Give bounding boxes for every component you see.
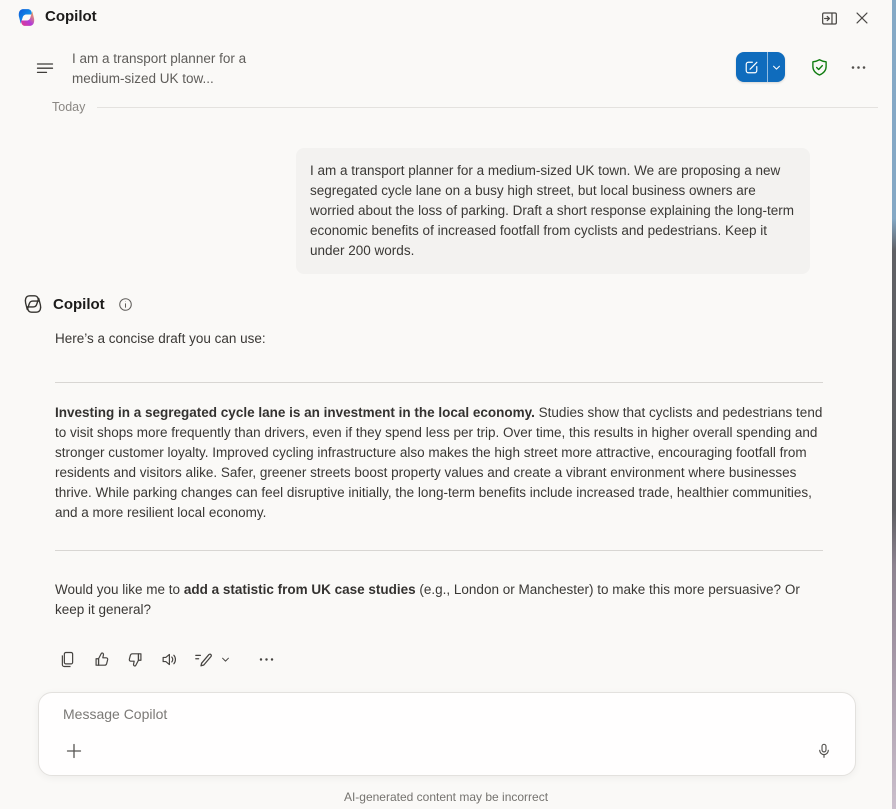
shield-check-icon[interactable] — [806, 54, 832, 80]
followup-post-text: (e.g., London or Manchester) to make this more persuasive? Or keep it general? — [55, 582, 800, 617]
header-more-options-icon[interactable] — [845, 54, 871, 80]
plus-icon[interactable] — [61, 738, 87, 764]
date-divider — [52, 98, 878, 116]
rewrite-chevron-down-icon[interactable] — [217, 648, 233, 670]
ai-disclaimer: AI-generated content may be incorrect — [343, 790, 549, 804]
draft-lead-bold: Investing in a segregated cycle lane is an investment in the local economy. — [55, 405, 535, 420]
response-divider-top — [55, 382, 823, 383]
mic-icon[interactable] — [811, 738, 837, 764]
draft-body-text: Studies show that cyclists and pedestrians tend to visit shops more frequently than drivers, even if they spend less per trip. Over time, this results in higher overall spending and stronger customer loyalty. Improved cycling infrastructure also makes the high street more attractive, encouraging footfall from residents and visitors alike. Safer, greener streets boost property values and create a vibrant environment where businesses thrive. While parking changes can feel disruptive initially, the long-term benefits include increased trade, healthier communities, and a more resilient local economy. — [55, 405, 823, 520]
copy-icon[interactable] — [56, 648, 78, 670]
assistant-header — [22, 292, 135, 316]
titlebar — [0, 0, 892, 36]
app-title: Copilot — [45, 8, 97, 25]
response-followup-paragraph — [55, 580, 823, 620]
message-more-options-icon[interactable] — [255, 648, 277, 670]
new-chat-dropdown-chevron-down-icon[interactable] — [767, 52, 785, 82]
close-icon[interactable] — [850, 6, 874, 30]
read-aloud-icon[interactable] — [158, 648, 180, 670]
info-icon[interactable] — [117, 295, 135, 313]
conversation-title[interactable] — [72, 49, 302, 88]
followup-bold-text: add a statistic from UK case studies — [183, 582, 416, 597]
assistant-name: Copilot — [53, 295, 105, 313]
followup-pre-text: Would you like me to — [55, 582, 184, 597]
response-divider-bottom — [55, 550, 823, 551]
new-chat-button[interactable] — [736, 52, 767, 82]
conversation-title-line1: I am a transport planner for a — [72, 51, 247, 66]
thumbs-up-icon[interactable] — [90, 648, 112, 670]
thumbs-down-icon[interactable] — [124, 648, 146, 670]
hamburger-menu-icon[interactable] — [32, 55, 58, 81]
date-divider-line — [97, 107, 878, 108]
assistant-response — [55, 329, 823, 620]
date-divider-label: Today — [52, 100, 86, 114]
rewrite-pen-icon[interactable] — [192, 648, 214, 670]
response-draft-paragraph — [55, 403, 823, 523]
message-input[interactable] — [63, 706, 831, 742]
dock-to-side-icon[interactable] — [817, 6, 841, 30]
user-message-bubble — [296, 148, 810, 274]
composer — [38, 692, 856, 776]
desktop-edge-strip — [892, 0, 896, 809]
response-intro: Here’s a concise draft you can use: — [55, 331, 266, 346]
conversation-title-line2: medium-sized UK tow... — [72, 70, 214, 86]
copilot-avatar-icon — [22, 293, 44, 315]
message-actions — [56, 648, 277, 670]
new-chat-split-button — [736, 52, 785, 82]
user-message-text: I am a transport planner for a medium-sized UK town. We are proposing a new segregated cycle lane on a busy high street, but local business owners are worried about the loss of parking. Draft a short response explaining the long-term economic benefits of increased footfall from cyclists and pedestrians. Keep it under 200 words. — [310, 163, 795, 258]
copilot-logo-icon — [16, 7, 37, 28]
